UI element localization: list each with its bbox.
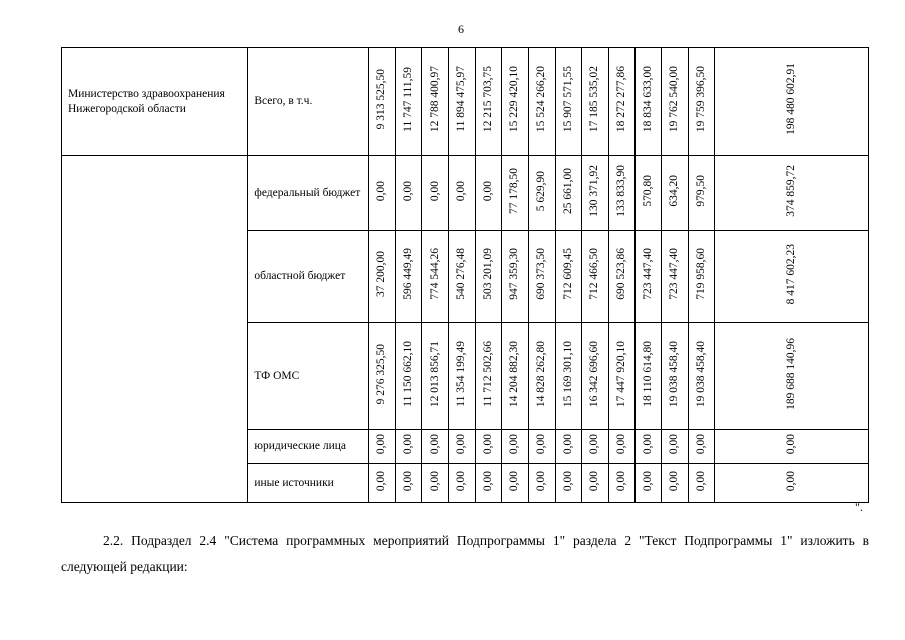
year-value-cell: [662, 231, 689, 323]
year-value-cell: [662, 48, 689, 156]
year-value: 15 229 420,10: [508, 66, 521, 133]
year-value-cell: [422, 48, 449, 156]
year-value: 11 894 475,97: [455, 66, 468, 133]
year-value-cell: [528, 156, 555, 231]
year-value-cell: [662, 430, 689, 464]
year-value-cell: [635, 464, 662, 503]
year-value: 17 447 920,10: [614, 340, 627, 407]
year-value-cell: [395, 156, 422, 231]
funding-source-label: областной бюджет: [248, 231, 369, 323]
year-value-cell: [395, 464, 422, 503]
total-value-cell: [715, 48, 869, 156]
year-value-cell: [582, 231, 609, 323]
year-value-cell: [395, 231, 422, 323]
year-value: 0,00: [641, 434, 654, 455]
year-value-cell: [369, 231, 396, 323]
year-value-cell: [582, 156, 609, 231]
year-value: 0,00: [401, 180, 414, 201]
year-value: 712 466,50: [588, 248, 601, 301]
table-row: [62, 156, 869, 231]
funding-source-label: юридические лица: [248, 430, 369, 464]
year-value: 0,00: [375, 434, 388, 455]
year-value-cell: [502, 430, 529, 464]
year-value-cell: [528, 464, 555, 503]
year-value: 133 833,90: [614, 164, 627, 217]
year-value-cell: [369, 323, 396, 430]
year-value: 19 038 458,40: [694, 340, 707, 407]
year-value: 11 747 111,59: [401, 66, 414, 132]
year-value-cell: [502, 323, 529, 430]
year-value-cell: [502, 231, 529, 323]
budget-table-body: [62, 48, 869, 503]
total-value: 198 480 602,91: [784, 63, 797, 136]
year-value: 9 276 325,50: [375, 343, 388, 404]
year-value: 12 215 703,75: [481, 66, 494, 133]
year-value-cell: [528, 323, 555, 430]
total-value-cell: [715, 231, 869, 323]
year-value: 0,00: [428, 434, 441, 455]
year-value: 0,00: [401, 434, 414, 455]
year-value: 130 371,92: [588, 164, 601, 217]
year-value-cell: [688, 231, 715, 323]
organization-cell: Министерство здравоохранения Нижегородской области: [62, 48, 248, 156]
year-value: 15 169 301,10: [561, 340, 574, 407]
year-value: 979,50: [694, 175, 707, 207]
total-value: 374 859,72: [784, 164, 797, 217]
year-value: 634,20: [668, 175, 681, 207]
year-value-cell: [449, 323, 476, 430]
year-value-cell: [662, 464, 689, 503]
year-value-cell: [449, 464, 476, 503]
year-value: 774 544,26: [428, 248, 441, 301]
year-value-cell: [555, 231, 582, 323]
year-value-cell: [502, 156, 529, 231]
year-value-cell: [502, 464, 529, 503]
year-value: 0,00: [481, 180, 494, 201]
funding-source-label: иные источники: [248, 464, 369, 503]
year-value: 25 661,00: [561, 167, 574, 214]
year-value-cell: [475, 323, 502, 430]
year-value-cell: [449, 430, 476, 464]
year-value-cell: [395, 323, 422, 430]
year-value-cell: [369, 48, 396, 156]
year-value-cell: [369, 156, 396, 231]
year-value-cell: [555, 464, 582, 503]
year-value-cell: [475, 464, 502, 503]
year-value: 723 447,40: [668, 248, 681, 301]
year-value: 14 204 882,30: [508, 340, 521, 407]
page-number: 6: [458, 22, 464, 36]
year-value-cell: [475, 156, 502, 231]
year-value: 0,00: [481, 434, 494, 455]
year-value: 0,00: [535, 470, 548, 491]
year-value: 0,00: [455, 180, 468, 201]
year-value: 0,00: [641, 470, 654, 491]
total-value-cell: [715, 323, 869, 430]
organization-cell-empty: [62, 156, 248, 503]
year-value: 18 272 277,86: [614, 66, 627, 133]
year-value: 0,00: [668, 470, 681, 491]
year-value: 12 788 400,97: [428, 66, 441, 133]
year-value-cell: [608, 323, 635, 430]
year-value: 0,00: [694, 470, 707, 491]
year-value: 0,00: [535, 434, 548, 455]
year-value-cell: [608, 464, 635, 503]
year-value-cell: [422, 464, 449, 503]
year-value: 14 828 262,80: [535, 340, 548, 407]
year-value: 18 834 633,00: [641, 66, 654, 133]
year-value-cell: [688, 464, 715, 503]
year-value-cell: [555, 48, 582, 156]
year-value-cell: [688, 48, 715, 156]
year-value: 15 907 571,55: [561, 66, 574, 133]
funding-source-label: федеральный бюджет: [248, 156, 369, 231]
year-value-cell: [475, 430, 502, 464]
year-value: 719 958,60: [694, 248, 707, 301]
year-value-cell: [395, 48, 422, 156]
year-value: 0,00: [561, 470, 574, 491]
total-value: 189 688 140,96: [784, 337, 797, 410]
year-value: 0,00: [375, 470, 388, 491]
year-value-cell: [422, 430, 449, 464]
year-value-cell: [449, 156, 476, 231]
year-value: 0,00: [694, 434, 707, 455]
year-value-cell: [422, 231, 449, 323]
year-value: 0,00: [508, 470, 521, 491]
total-value-cell: [715, 156, 869, 231]
year-value: 0,00: [561, 434, 574, 455]
year-value-cell: [582, 48, 609, 156]
year-value-cell: [635, 231, 662, 323]
year-value-cell: [608, 48, 635, 156]
total-value: 0,00: [784, 434, 797, 455]
closing-quote: ".: [855, 500, 863, 514]
year-value-cell: [555, 156, 582, 231]
budget-table: [61, 47, 869, 503]
year-value: 18 110 614,80: [641, 340, 654, 407]
year-value: 11 712 502,66: [481, 340, 494, 407]
body-paragraph: [61, 528, 869, 580]
funding-source-label: Всего, в т.ч.: [248, 48, 369, 156]
total-value: 8 417 602,23: [784, 244, 797, 305]
year-value: 723 447,40: [641, 248, 654, 301]
year-value: 12 013 856,71: [428, 340, 441, 407]
year-value-cell: [688, 430, 715, 464]
year-value-cell: [369, 464, 396, 503]
paragraph-text: 2.2. Подраздел 2.4 "Система программных мероприятий Подпрограммы 1" раздела 2 "Текст Подпрограммы 1" изложить в следующей редакции:: [61, 533, 869, 574]
year-value: 596 449,49: [401, 248, 414, 301]
year-value: 0,00: [428, 180, 441, 201]
year-value: 11 150 662,10: [401, 340, 414, 407]
year-value: 11 354 199,49: [455, 340, 468, 407]
year-value-cell: [528, 231, 555, 323]
total-value: 0,00: [784, 470, 797, 491]
year-value: 947 359,30: [508, 248, 521, 301]
year-value: 712 609,45: [561, 248, 574, 301]
year-value-cell: [635, 156, 662, 231]
year-value-cell: [502, 48, 529, 156]
year-value: 0,00: [455, 434, 468, 455]
year-value: 570,80: [641, 175, 654, 207]
year-value-cell: [688, 323, 715, 430]
year-value-cell: [582, 323, 609, 430]
year-value: 540 276,48: [455, 248, 468, 301]
year-value: 0,00: [428, 470, 441, 491]
year-value-cell: [582, 464, 609, 503]
year-value: 0,00: [455, 470, 468, 491]
year-value: 17 185 535,02: [588, 66, 601, 133]
year-value: 5 629,90: [535, 170, 548, 211]
year-value-cell: [608, 156, 635, 231]
year-value: 0,00: [668, 434, 681, 455]
year-value: 9 313 525,50: [375, 69, 388, 130]
year-value-cell: [528, 48, 555, 156]
year-value: 0,00: [614, 434, 627, 455]
year-value: 15 524 266,20: [535, 66, 548, 133]
year-value: 503 201,09: [481, 248, 494, 301]
funding-source-label: ТФ ОМС: [248, 323, 369, 430]
year-value-cell: [449, 231, 476, 323]
year-value-cell: [608, 231, 635, 323]
year-value-cell: [555, 430, 582, 464]
year-value: 19 038 458,40: [668, 340, 681, 407]
year-value-cell: [528, 430, 555, 464]
year-value-cell: [422, 323, 449, 430]
year-value: 0,00: [481, 470, 494, 491]
year-value: 0,00: [401, 470, 414, 491]
table-row: [62, 48, 869, 156]
year-value: 19 762 540,00: [668, 66, 681, 133]
year-value-cell: [582, 430, 609, 464]
total-value-cell: [715, 464, 869, 503]
year-value-cell: [555, 323, 582, 430]
year-value: 0,00: [588, 434, 601, 455]
year-value-cell: [369, 430, 396, 464]
year-value: 690 523,86: [614, 248, 627, 301]
year-value-cell: [688, 156, 715, 231]
year-value: 690 373,50: [535, 248, 548, 301]
year-value-cell: [662, 323, 689, 430]
year-value-cell: [395, 430, 422, 464]
year-value: 0,00: [614, 470, 627, 491]
year-value-cell: [635, 430, 662, 464]
year-value: 37 200,00: [375, 251, 388, 298]
year-value-cell: [608, 430, 635, 464]
year-value: 16 342 696,60: [588, 340, 601, 407]
total-value-cell: [715, 430, 869, 464]
year-value: 0,00: [375, 180, 388, 201]
year-value-cell: [449, 48, 476, 156]
year-value-cell: [422, 156, 449, 231]
year-value: 0,00: [508, 434, 521, 455]
year-value-cell: [662, 156, 689, 231]
year-value: 19 759 396,50: [694, 66, 707, 133]
year-value-cell: [475, 231, 502, 323]
year-value: 0,00: [588, 470, 601, 491]
year-value: 77 178,50: [508, 167, 521, 214]
year-value-cell: [635, 323, 662, 430]
year-value-cell: [475, 48, 502, 156]
year-value-cell: [635, 48, 662, 156]
